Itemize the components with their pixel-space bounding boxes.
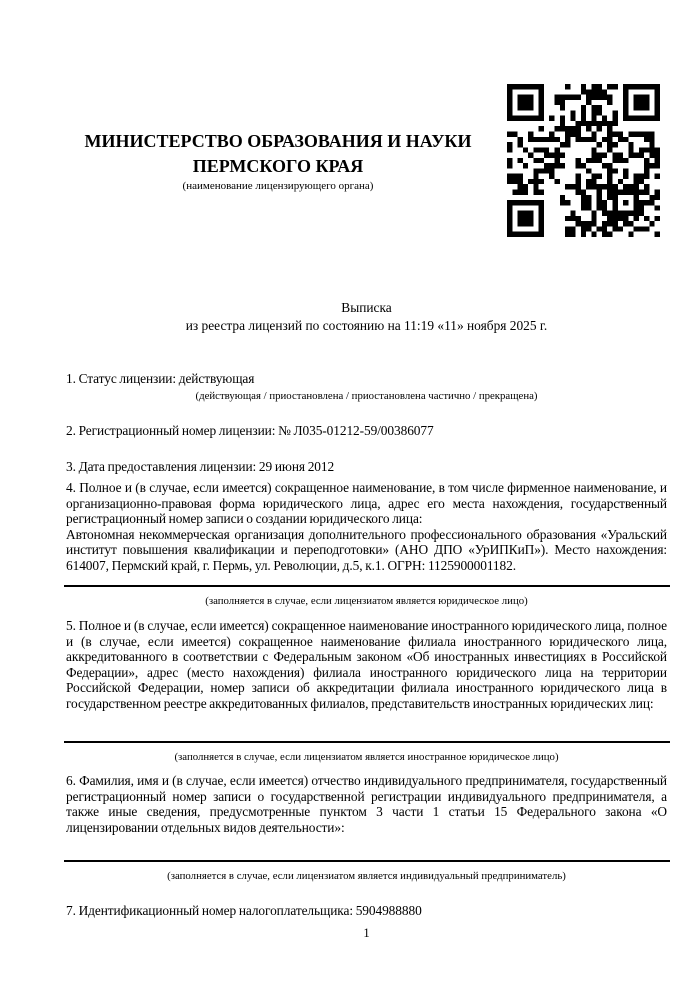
ministry-name-line1: МИНИСТЕРСТВО ОБРАЗОВАНИЯ И НАУКИ bbox=[84, 131, 472, 151]
document-title bbox=[66, 299, 667, 334]
qr-code-icon bbox=[507, 84, 660, 237]
license-status-line: 1. Статус лицензии: действующая bbox=[66, 371, 255, 386]
legal-entity-section bbox=[66, 480, 667, 573]
foreign-entity-clause: 5. Полное и (в случае, если имеется) сокращенное наименование иностранного юридического лица, полное и (в случае, если имеется) сокращенное наименование филиала иностранного юридического лица, аккредитованного в соответствии с Федеральным законом «Об иностранных инвестициях в Российской Федерации», адрес (место нахождения) филиала иностранного юридического лица на территории Российской Федерации, номер записи об аккредитации филиала иностранного юридического лица в государственном реестре аккредитованных филиалов, представительств иностранных юридических лиц: bbox=[66, 618, 667, 711]
legal-entity-underline bbox=[64, 585, 670, 587]
extract-date-line: из реестра лицензий по состоянию на 11:19 «11» ноября 2025 г. bbox=[185, 317, 548, 333]
inn-line: 7. Идентификационный номер налогоплательщика: 5904988880 bbox=[66, 903, 422, 918]
entrepreneur-underline bbox=[64, 860, 670, 862]
foreign-entity-note: (заполняется в случае, если лицензиатом является иностранное юридическое лицо) bbox=[174, 751, 559, 763]
legal-entity-note: (заполняется в случае, если лицензиатом является юридическое лицо) bbox=[205, 595, 528, 607]
extract-title: Выписка bbox=[341, 300, 392, 315]
ministry-name-line2: ПЕРМСКОГО КРАЯ bbox=[192, 156, 364, 176]
foreign-entity-underline bbox=[64, 741, 670, 743]
ministry-header bbox=[66, 129, 490, 179]
legal-entity-clause: 4. Полное и (в случае, если имеется) сокращенное наименование, в том числе фирменное наименование, и организационно-правовая форма юридического лица, адрес его места нахождения, государственный регистрационный номер записи о создании юридического лица: bbox=[66, 480, 667, 526]
status-options-note: (действующая / приостановлена / приостановлена частично / прекращена) bbox=[195, 390, 538, 402]
entrepreneur-note: (заполняется в случае, если лицензиатом является индивидуальный предприниматель) bbox=[167, 870, 566, 882]
page-number: 1 bbox=[363, 926, 370, 940]
legal-entity-details: Автономная некоммерческая организация дополнительного профессионального образования «Уральский институт повышения квалификации и переподготовки» (АНО ДПО «УрИПКиП»). Место нахождения: 614007, Пермский край, г. Пермь, ул. Революции, д.5, к.1. ОГРН: 1125900001182. bbox=[66, 526, 667, 573]
licensing-authority-caption: (наименование лицензирующего органа) bbox=[182, 180, 374, 192]
license-grant-date-line: 3. Дата предоставления лицензии: 29 июня 2012 bbox=[66, 459, 335, 474]
license-number-line: 2. Регистрационный номер лицензии: № Л035-01212-59/00386077 bbox=[66, 423, 434, 438]
entrepreneur-clause: 6. Фамилия, имя и (в случае, если имеется) отчество индивидуального предпринимателя, государственный регистрационный номер записи о государственной регистрации индивидуального предпринимателя, а также иные сведения, предусмотренные пунктом 3 части 1 статьи 15 Федерального закона «О лицензировании отдельных видов деятельности»: bbox=[66, 773, 667, 835]
